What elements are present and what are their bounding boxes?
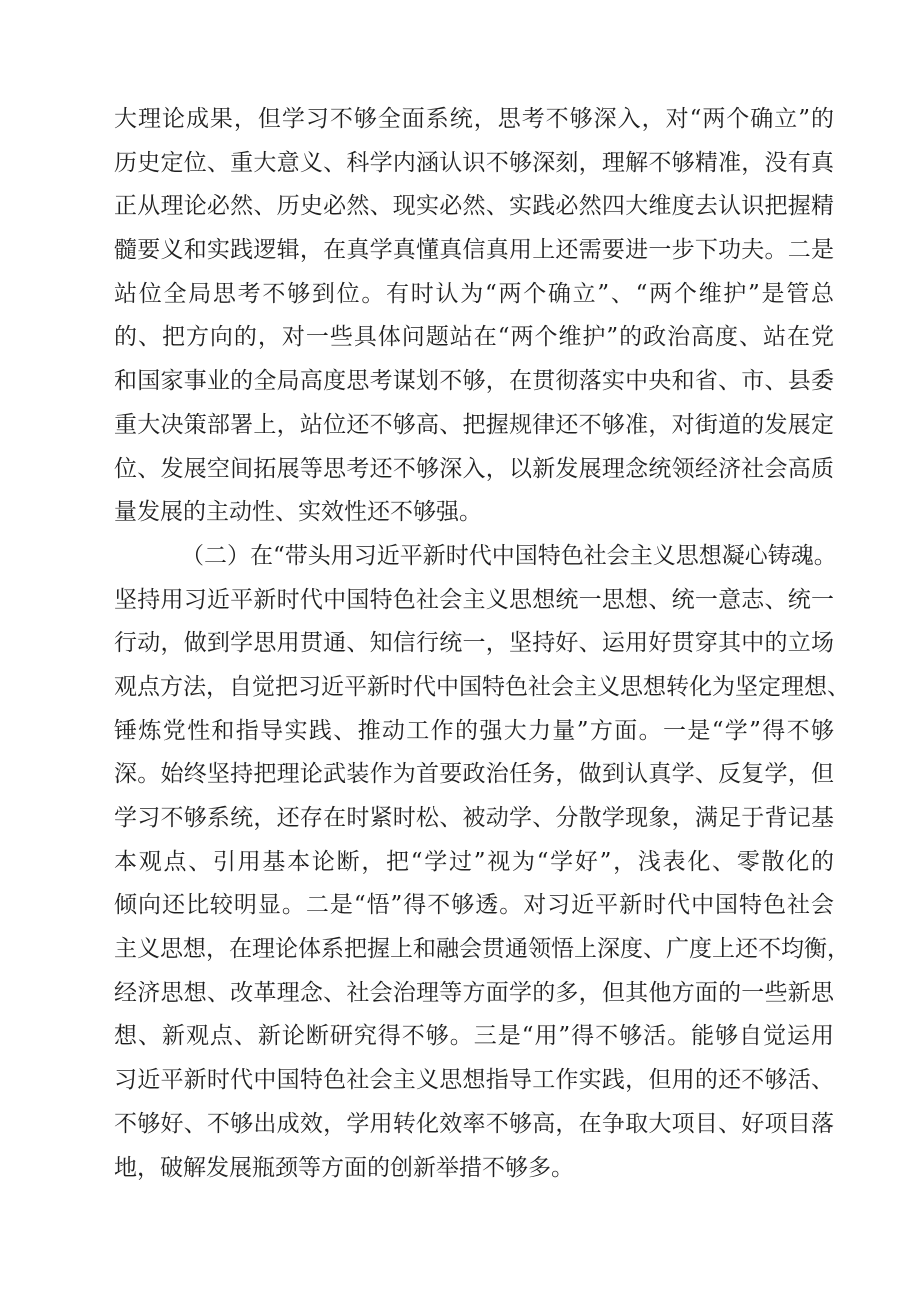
text-line: 不够好、不够出成效，学用转化效率不够高，在争取大项目、好项目落 <box>114 1110 834 1137</box>
text-line: 历史定位、重大意义、科学内涵认识不够深刻，理解不够精准，没有真 <box>114 149 834 176</box>
text-line: 位、发展空间拓展等思考还不够深入，以新发展理念统领经济社会高质 <box>114 455 834 482</box>
body-text <box>114 98 850 1190</box>
text-line: 倾向还比较明显。二是“悟”得不够透。对习近平新时代中国特色社会 <box>114 892 834 919</box>
text-line: 经济思想、改革理念、社会治理等方面学的多，但其他方面的一些新思 <box>114 979 834 1006</box>
text-line: 本观点、引用基本论断，把“学过”视为“学好”，浅表化、零散化的 <box>114 848 834 875</box>
section-heading-line: （二）在“带头用习近平新时代中国特色社会主义思想凝心铸魂。 <box>181 542 837 569</box>
text-line: 学习不够系统，还存在时紧时松、被动学、分散学现象，满足于背记基 <box>114 805 834 831</box>
text-line: 行动，做到学思用贯通、知信行统一，坚持好、运用好贯穿其中的立场 <box>114 630 834 657</box>
text-line: 站位全局思考不够到位。有时认为“两个确立”、“两个维护”是管总 <box>114 280 834 307</box>
text-line: 髓要义和实践逻辑，在真学真懂真信真用上还需要进一步下功夫。二是 <box>114 237 834 264</box>
paragraph-1 <box>114 98 834 535</box>
text-line: 观点方法，自觉把习近平新时代中国特色社会主义思想转化为坚定理想、 <box>114 673 850 700</box>
text-line: 重大决策部署上，站位还不够高、把握规律还不够准，对街道的发展定 <box>114 411 834 438</box>
text-line: 的、把方向的，对一些具体问题站在“两个维护”的政治高度、站在党 <box>114 324 834 351</box>
text-line: 量发展的主动性、实效性还不够强。 <box>114 499 482 526</box>
text-line: 地，破解发展瓶颈等方面的创新举措不够多。 <box>114 1154 574 1181</box>
text-line: 想、新观点、新论断研究得不够。三是“用”得不够活。能够自觉运用 <box>114 1023 834 1050</box>
text-line: 大理论成果，但学习不够全面系统，思考不够深入，对“两个确立”的 <box>114 106 834 132</box>
text-line: 正从理论必然、历史必然、现实必然、实践必然四大维度去认识把握精 <box>114 193 834 220</box>
text-line: 习近平新时代中国特色社会主义思想指导工作实践，但用的还不够活、 <box>114 1067 834 1094</box>
text-line: 锤炼党性和指导实践、推动工作的强大力量”方面。一是“学”得不够 <box>114 717 834 744</box>
text-line: 坚持用习近平新时代中国特色社会主义思想统一思想、统一意志、统一 <box>114 586 834 613</box>
text-line: 和国家事业的全局高度思考谋划不够，在贯彻落实中央和省、市、县委 <box>114 368 834 395</box>
text-line: 深。始终坚持把理论武装作为首要政治任务，做到认真学、反复学，但 <box>114 761 834 788</box>
paragraph-2 <box>114 535 850 1190</box>
text-line: 主义思想，在理论体系把握上和融会贯通领悟上深度、广度上还不均衡， <box>114 936 850 963</box>
